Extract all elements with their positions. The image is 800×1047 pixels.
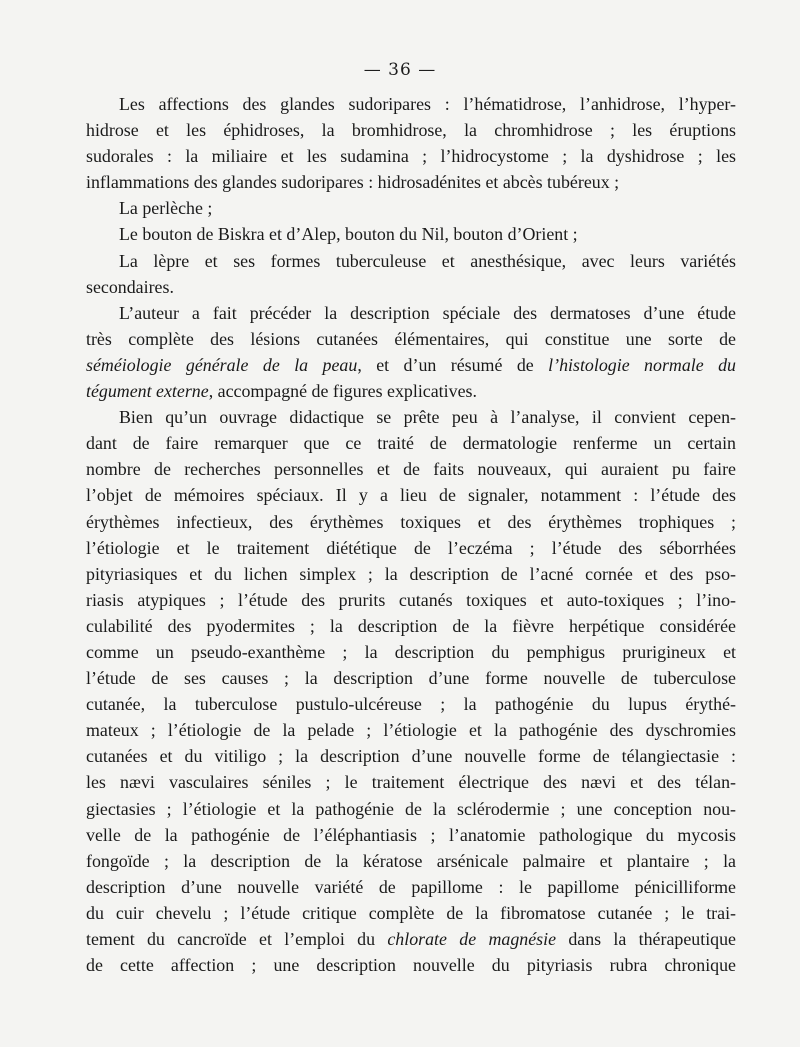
text-line: La lèpre et ses formes tuberculeuse et anesthésique, avec leurs variétés xyxy=(119,250,736,271)
text-line: pityriasiques et du lichen simplex ; la description de l’acné cornée et des pso- xyxy=(86,563,736,584)
text-line: description d’une nouvelle variété de papillome : le papillome pénicilliforme xyxy=(86,876,736,897)
text-line: cutanée, la tuberculose pustulo-ulcéreuse ; la pathogénie du lupus érythé- xyxy=(86,694,736,715)
text-line: très complète des lésions cutanées élémentaires, qui constitue une sorte de xyxy=(86,328,736,349)
text-line: l’étiologie et le traitement diététique de l’eczéma ; l’étude des séborrhées xyxy=(86,537,736,558)
text-line: fongoïde ; la description de la kératose arsénicale palmaire et plantaire ; la xyxy=(86,850,736,871)
text-line: érythèmes infectieux, des érythèmes toxiques et des érythèmes trophiques ; xyxy=(86,511,736,532)
italic-phrase: l’histologie normale du xyxy=(548,354,736,375)
text-line xyxy=(86,926,736,952)
text-line: Les affections des glandes sudoripares : l’hématidrose, l’anhidrose, l’hyper- xyxy=(119,94,736,114)
text-line: l’objet de mémoires spéciaux. Il y a lieu de signaler, notamment : l’étude des xyxy=(86,485,736,506)
italic-phrase: chlorate de magnésie xyxy=(387,929,557,949)
text-line: La perlèche ; xyxy=(119,198,213,219)
body-text xyxy=(86,91,736,978)
text-line: dant de faire remarquer que ce traité de dermatologie renferme un certain xyxy=(86,433,736,454)
text-line xyxy=(86,352,736,378)
text-line: Le bouton de Biskra et d’Alep, bouton du Nil, bouton d’Orient ; xyxy=(119,224,578,245)
text-line: les nævi vasculaires séniles ; le traitement électrique des nævi et des télan- xyxy=(86,772,736,793)
text-line: L’auteur a fait précéder la description spéciale des dermatoses d’une étude xyxy=(119,302,736,323)
text-line: cutanées et du vitiligo ; la description d’une nouvelle forme de télangiectasie : xyxy=(86,746,736,767)
text-line: Bien qu’un ouvrage didactique se prête peu à l’analyse, il convient cepen- xyxy=(119,407,736,428)
text-run: , accompagné de figures explicatives. xyxy=(208,381,477,402)
text-line: giectasies ; l’étiologie et la pathogénie de la sclérodermie ; une conception nou- xyxy=(86,798,736,819)
text-line: comme un pseudo-exanthème ; la description du pemphigus prurigineux et xyxy=(86,641,736,662)
text-line: sudorales : la miliaire et les sudamina ; l’hidrocystome ; la dyshidrose ; les xyxy=(86,146,736,167)
text-run: tement du cancroïde et l’emploi du xyxy=(86,929,388,949)
text-run: , et d’un résumé de xyxy=(357,354,549,375)
text-line: velle de la pathogénie de l’éléphantiasis ; l’anatomie pathologique du mycosis xyxy=(86,824,736,845)
text-line: hidrose et les éphidroses, la bromhidrose, la chromhidrose ; les éruptions xyxy=(86,120,736,141)
text-line: du cuir chevelu ; l’étude critique complète de la fibromatose cutanée ; le trai- xyxy=(86,902,736,923)
text-line: de cette affection ; une description nouvelle du pityriasis rubra chronique xyxy=(86,955,736,976)
text-line: nombre de recherches personnelles et de faits nouveaux, qui auraient pu faire xyxy=(86,459,736,480)
page-number: — 36 — xyxy=(363,60,437,80)
text-line: riasis atypiques ; l’étude des prurits cutanés toxiques et auto-toxiques ; l’ino- xyxy=(86,589,736,610)
text-line: l’étude de ses causes ; la description d’une forme nouvelle de tuberculose xyxy=(86,668,736,689)
italic-phrase: séméiologie générale de la peau xyxy=(86,354,358,375)
text-line: secondaires. xyxy=(86,276,174,297)
text-line xyxy=(86,378,736,404)
text-run: dans la thérapeutique xyxy=(556,929,737,949)
text-line: culabilité des pyodermites ; la description de la fièvre herpétique considérée xyxy=(86,615,736,636)
text-line: mateux ; l’étiologie de la pelade ; l’étiologie et la pathogénie des dyschromies xyxy=(86,720,736,741)
italic-phrase: tégument externe xyxy=(86,381,209,402)
text-line: inflammations des glandes sudoripares : hidrosadénites et abcès tubéreux ; xyxy=(86,172,620,193)
